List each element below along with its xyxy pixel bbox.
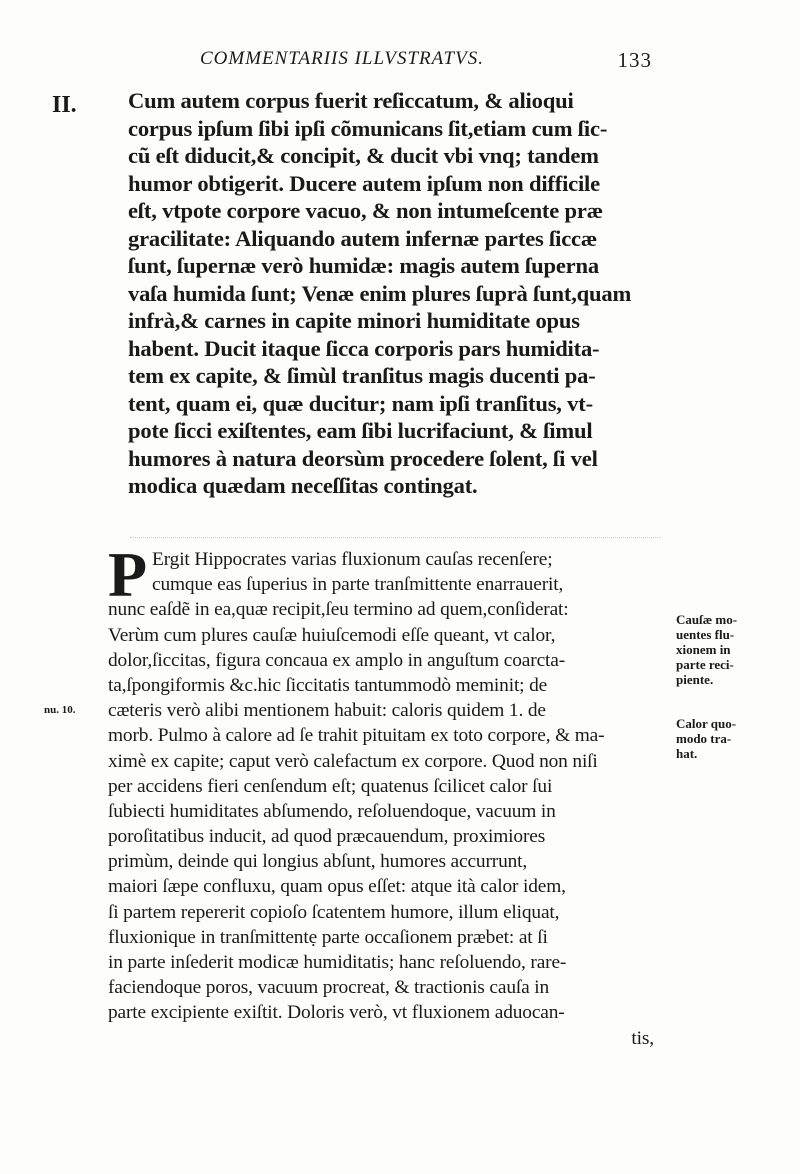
commentary-line: Verùm cum plures cauſæ huiuſcemodi eſſe queant, vt calor, xyxy=(108,624,556,646)
aphorism-line: tent, quam ei, quæ ducitur; nam ipſi tranſitus, vt- xyxy=(128,390,593,416)
margin-note-line: xionem in xyxy=(676,642,731,657)
margin-note xyxy=(676,716,796,761)
aphorism-line: Cum autem corpus fuerit reſiccatum, & alioqui xyxy=(128,88,574,113)
drop-cap: P xyxy=(108,539,147,610)
aphorism-line: eſt, vtpote corpore vacuo, & non intumeſcente præ xyxy=(128,198,603,223)
aphorism-line: tem ex capite, & ſimùl tranſitus magis ducenti pa- xyxy=(128,363,596,388)
margin-note-line: modo tra- xyxy=(676,731,732,746)
margin-note-line: uentes flu- xyxy=(676,627,735,642)
commentary-line: cumque eas ſuperius in parte tranſmittente enarrauerit, xyxy=(152,574,564,596)
commentary-line: fluxionique in tranſmittentẹ parte occaſionem præbet: at ſi xyxy=(108,926,548,948)
commentary-line: per accidens fieri cenſendum eſt; quatenus ſcilicet calor ſui xyxy=(108,775,553,797)
margin-note-line: Cauſæ mo- xyxy=(676,612,738,627)
commentary-line: ximè ex capite; caput verò calefactum ex corpore. Quod non niſi xyxy=(108,750,598,772)
commentary-line: maiori ſæpe confluxu, quam opus eſſet: atque ità calor idem, xyxy=(108,876,566,898)
commentary-line: poroſitatibus inducit, ad quod præcauendum, proximiores xyxy=(108,826,546,848)
aphorism-line: corpus ipſum ſibi ipſi cõmunicans ſit,etiam cum ſic- xyxy=(128,115,608,141)
running-title: COMMENTARIIS ILLVSTRATVS. xyxy=(200,48,484,69)
aphorism-line: gracilitate: Aliquando autem infernæ partes ſiccæ xyxy=(128,225,598,251)
commentary-line: ſi partem repererit copioſo ſcatentem humore, illum eliquat, xyxy=(108,901,560,923)
commentary-line: ſubiecti humiditates abſumendo, reſoluendoque, vacuum in xyxy=(108,800,556,822)
margin-note-line: hat. xyxy=(676,746,698,761)
aphorism-line: pote ſicci exiſtentes, eam ſibi lucrifaciunt, & ſimul xyxy=(128,418,593,443)
commentary-line: Ergit Hippocrates varias fluxionum cauſas recenſere; xyxy=(152,549,553,570)
commentary-line: morb. Pulmo à calore ad ſe trahit pituitam ex toto corpore, & ma- xyxy=(108,725,605,747)
margin-note xyxy=(676,612,796,687)
section-number: II. xyxy=(52,92,77,118)
aphorism-line: modica quædam neceſſitas contingat. xyxy=(128,473,478,498)
aphorism-line: vaſa humida ſunt; Venæ enim plures ſuprà ſunt,quam xyxy=(128,280,632,306)
commentary-line: faciendoque poros, vacuum procreat, & tractionis cauſa in xyxy=(108,977,550,999)
margin-note-line: piente. xyxy=(676,672,714,687)
commentary-line: parte excipiente exiſtit. Doloris verò, vt fluxionem aduocan- xyxy=(108,1002,565,1024)
running-header xyxy=(200,48,660,74)
catchword: tis, xyxy=(631,1027,654,1049)
aphorism-text xyxy=(128,87,658,500)
aphorism-line: cũ eſt diducit,& concipit, & ducit vbi vnq; tandem xyxy=(128,143,599,168)
commentary-line: cæteris verò alibi mentionem habuit: caloris quidem 1. de xyxy=(108,700,546,722)
page-number: 133 xyxy=(617,48,652,72)
aphorism-line: habent. Ducit itaque ſicca corporis pars humidita- xyxy=(128,335,600,361)
commentary-line: dolor,ſiccitas, figura concaua ex amplo in anguſtum coarcta- xyxy=(108,649,566,671)
commentary-line: nunc eaſdẽ in ea,quæ recipit,ſeu termino ad quem,conſiderat: xyxy=(108,599,569,621)
commentary-text xyxy=(108,539,666,1051)
aphorism-line: ſunt, ſupernæ verò humidæ: magis autem ſuperna xyxy=(128,253,599,278)
margin-note-line: parte reci- xyxy=(676,657,734,672)
aphorism-line: humor obtigerit. Ducere autem ipſum non difficile xyxy=(128,170,600,196)
section-divider xyxy=(130,537,660,539)
commentary-line: primùm, deinde qui longius abſunt, humores accurrunt, xyxy=(108,851,528,873)
commentary-line: in parte inſederit modicæ humiditatis; hanc reſoluendo, rare- xyxy=(108,952,567,973)
margin-reference: nu. 10. xyxy=(44,704,76,716)
commentary-line: ta,ſpongiformis &c.hic ſiccitatis tantummodò meminit; de xyxy=(108,674,548,696)
aphorism-line: humores à natura deorsùm procedere ſolent, ſi vel xyxy=(128,445,598,471)
margin-note-line: Calor quo- xyxy=(676,716,737,731)
aphorism-line: infrà,& carnes in capite minori humiditate opus xyxy=(128,308,580,333)
